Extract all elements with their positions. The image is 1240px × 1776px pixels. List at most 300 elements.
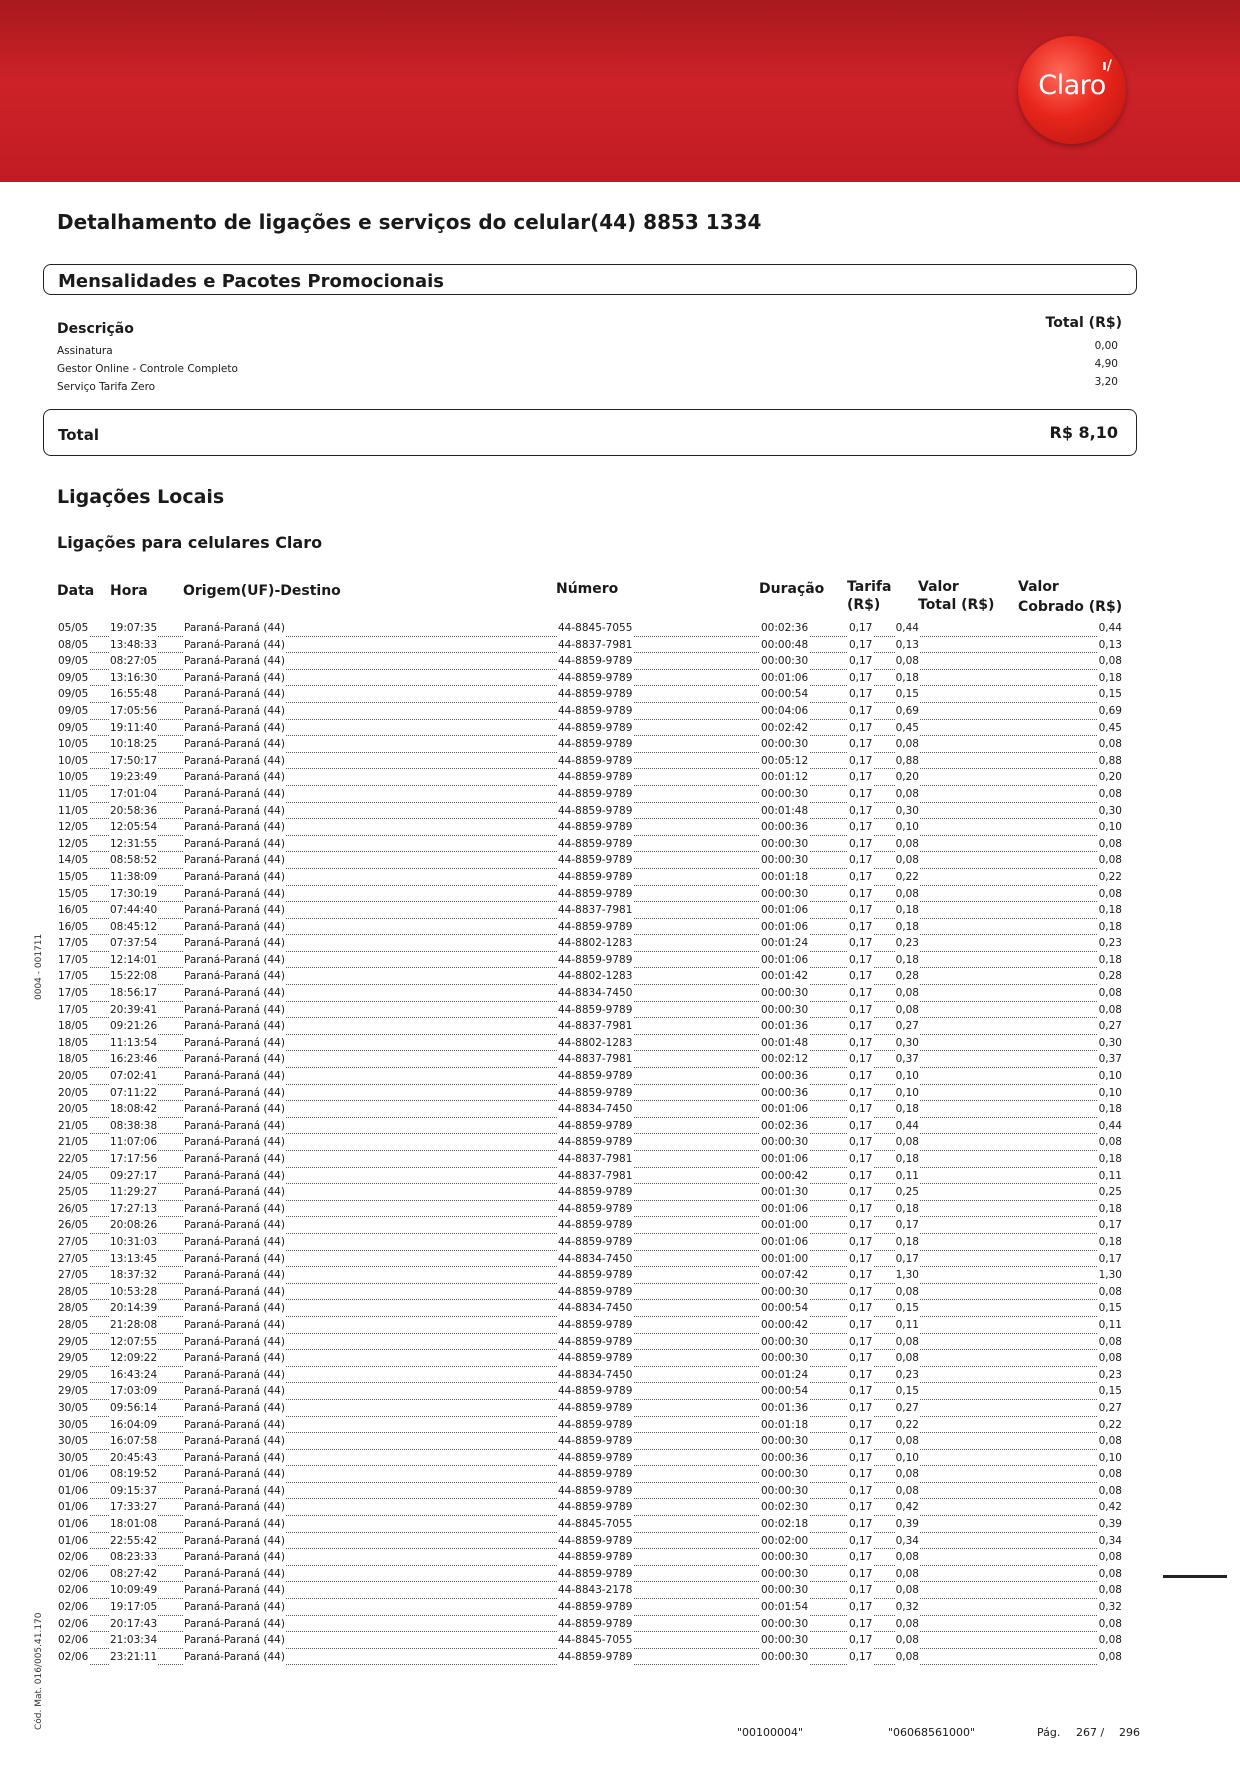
call-date: 28/05 — [57, 1284, 89, 1301]
footer-code-1: "00100004" — [737, 1726, 804, 1739]
mensalidade-item-value: 3,20 — [1094, 376, 1118, 388]
call-date: 02/06 — [57, 1549, 89, 1566]
call-total: 0,45 — [895, 720, 920, 737]
call-duration: 00:00:48 — [760, 637, 809, 654]
call-total: 0,08 — [895, 1616, 920, 1633]
call-origin: Paraná-Paraná (44) — [183, 1649, 286, 1666]
call-number: 44-8859-9789 — [557, 736, 633, 753]
call-total: 0,18 — [895, 952, 920, 969]
call-charged: 0,18 — [1098, 1101, 1123, 1118]
table-row — [57, 1300, 1123, 1317]
call-number: 44-8834-7450 — [557, 1101, 633, 1118]
table-row — [57, 952, 1123, 969]
call-time: 16:07:58 — [109, 1433, 158, 1450]
col-header-duracao: Duração — [759, 581, 825, 597]
call-rate: 0,17 — [848, 1002, 873, 1019]
call-date: 02/06 — [57, 1582, 89, 1599]
call-number: 44-8859-9789 — [557, 886, 633, 903]
call-date: 17/05 — [57, 985, 89, 1002]
call-date: 09/05 — [57, 670, 89, 687]
call-time: 17:17:56 — [109, 1151, 158, 1168]
call-time: 08:45:12 — [109, 919, 158, 936]
call-number: 44-8859-9789 — [557, 703, 633, 720]
table-row — [57, 819, 1123, 836]
call-number: 44-8859-9789 — [557, 819, 633, 836]
call-origin: Paraná-Paraná (44) — [183, 1616, 286, 1633]
call-duration: 00:01:24 — [760, 1367, 809, 1384]
call-rate: 0,17 — [848, 1134, 873, 1151]
call-number: 44-8859-9789 — [557, 1317, 633, 1334]
table-row — [57, 1466, 1123, 1483]
mensalidades-heading: Mensalidades e Pacotes Promocionais — [58, 271, 445, 292]
call-origin: Paraná-Paraná (44) — [183, 852, 286, 869]
call-date: 29/05 — [57, 1350, 89, 1367]
call-origin: Paraná-Paraná (44) — [183, 902, 286, 919]
call-number: 44-8859-9789 — [557, 1201, 633, 1218]
call-number: 44-8834-7450 — [557, 1251, 633, 1268]
call-total: 0,25 — [895, 1184, 920, 1201]
call-date: 12/05 — [57, 819, 89, 836]
table-row — [57, 1118, 1123, 1135]
call-date: 18/05 — [57, 1035, 89, 1052]
call-charged: 0,30 — [1098, 1035, 1123, 1052]
call-date: 01/06 — [57, 1516, 89, 1533]
call-date: 17/05 — [57, 968, 89, 985]
call-rate: 0,17 — [848, 1599, 873, 1616]
call-time: 23:21:11 — [109, 1649, 158, 1666]
call-time: 09:56:14 — [109, 1400, 158, 1417]
call-number: 44-8859-9789 — [557, 1284, 633, 1301]
call-time: 17:33:27 — [109, 1499, 158, 1516]
col-header-tarifa-unit: (R$) — [847, 597, 881, 613]
call-charged: 0,10 — [1098, 1085, 1123, 1102]
table-row — [57, 1101, 1123, 1118]
table-row — [57, 1417, 1123, 1434]
call-time: 20:14:39 — [109, 1300, 158, 1317]
mensalidade-item-value: 0,00 — [1094, 340, 1118, 352]
call-time: 20:45:43 — [109, 1450, 158, 1467]
call-rate: 0,17 — [848, 1068, 873, 1085]
call-origin: Paraná-Paraná (44) — [183, 753, 286, 770]
call-duration: 00:01:06 — [760, 952, 809, 969]
call-total: 0,08 — [895, 736, 920, 753]
table-row — [57, 1201, 1123, 1218]
call-charged: 0,08 — [1098, 1483, 1123, 1500]
table-row — [57, 1582, 1123, 1599]
table-row — [57, 1134, 1123, 1151]
call-number: 44-8859-9789 — [557, 869, 633, 886]
call-charged: 0,15 — [1098, 1383, 1123, 1400]
call-number: 44-8802-1283 — [557, 968, 633, 985]
side-code: 0004 - 001711 — [34, 933, 44, 1000]
call-total: 0,18 — [895, 1234, 920, 1251]
call-origin: Paraná-Paraná (44) — [183, 1367, 286, 1384]
call-duration: 00:02:00 — [760, 1533, 809, 1550]
table-row — [57, 1483, 1123, 1500]
call-date: 10/05 — [57, 736, 89, 753]
call-rate: 0,17 — [848, 1334, 873, 1351]
call-charged: 0,08 — [1098, 1334, 1123, 1351]
call-total: 0,10 — [895, 819, 920, 836]
call-duration: 00:01:06 — [760, 1201, 809, 1218]
call-time: 07:11:22 — [109, 1085, 158, 1102]
call-date: 20/05 — [57, 1068, 89, 1085]
call-number: 44-8859-9789 — [557, 852, 633, 869]
call-time: 13:16:30 — [109, 670, 158, 687]
call-date: 08/05 — [57, 637, 89, 654]
call-charged: 0,88 — [1098, 753, 1123, 770]
table-row — [57, 1334, 1123, 1351]
call-date: 16/05 — [57, 919, 89, 936]
call-charged: 0,15 — [1098, 1300, 1123, 1317]
call-date: 30/05 — [57, 1417, 89, 1434]
call-total: 0,69 — [895, 703, 920, 720]
call-origin: Paraná-Paraná (44) — [183, 1118, 286, 1135]
call-duration: 00:00:30 — [760, 786, 809, 803]
call-time: 17:27:13 — [109, 1201, 158, 1218]
call-time: 21:28:08 — [109, 1317, 158, 1334]
call-date: 09/05 — [57, 653, 89, 670]
call-rate: 0,17 — [848, 1499, 873, 1516]
call-origin: Paraná-Paraná (44) — [183, 1450, 286, 1467]
call-time: 19:23:49 — [109, 769, 158, 786]
total-value: R$ 8,10 — [1049, 423, 1118, 442]
call-duration: 00:00:30 — [760, 1334, 809, 1351]
call-number: 44-8859-9789 — [557, 1400, 633, 1417]
call-origin: Paraná-Paraná (44) — [183, 653, 286, 670]
call-charged: 0,27 — [1098, 1400, 1123, 1417]
call-total: 0,08 — [895, 1632, 920, 1649]
call-duration: 00:01:06 — [760, 1151, 809, 1168]
call-charged: 0,28 — [1098, 968, 1123, 985]
call-charged: 0,08 — [1098, 1466, 1123, 1483]
call-duration: 00:00:30 — [760, 1466, 809, 1483]
call-origin: Paraná-Paraná (44) — [183, 919, 286, 936]
call-origin: Paraná-Paraná (44) — [183, 935, 286, 952]
call-total: 1,30 — [895, 1267, 920, 1284]
call-origin: Paraná-Paraná (44) — [183, 1566, 286, 1583]
call-number: 44-8859-9789 — [557, 686, 633, 703]
page-total: 296 — [1119, 1726, 1140, 1739]
call-total: 0,15 — [895, 1383, 920, 1400]
call-total: 0,37 — [895, 1051, 920, 1068]
call-duration: 00:00:30 — [760, 1134, 809, 1151]
table-row — [57, 1251, 1123, 1268]
call-total: 0,08 — [895, 1284, 920, 1301]
call-duration: 00:01:36 — [760, 1018, 809, 1035]
call-duration: 00:02:12 — [760, 1051, 809, 1068]
call-rate: 0,17 — [848, 686, 873, 703]
call-duration: 00:02:42 — [760, 720, 809, 737]
call-number: 44-8859-9789 — [557, 1483, 633, 1500]
call-duration: 00:00:42 — [760, 1317, 809, 1334]
table-row — [57, 637, 1123, 654]
call-total: 0,18 — [895, 1201, 920, 1218]
call-number: 44-8859-9789 — [557, 670, 633, 687]
table-row — [57, 1068, 1123, 1085]
call-duration: 00:00:30 — [760, 1483, 809, 1500]
call-charged: 0,30 — [1098, 803, 1123, 820]
call-rate: 0,17 — [848, 670, 873, 687]
call-number: 44-8834-7450 — [557, 1300, 633, 1317]
call-date: 18/05 — [57, 1051, 89, 1068]
call-number: 44-8859-9789 — [557, 1002, 633, 1019]
call-charged: 0,23 — [1098, 935, 1123, 952]
table-row — [57, 919, 1123, 936]
call-rate: 0,17 — [848, 1168, 873, 1185]
call-number: 44-8859-9789 — [557, 1499, 633, 1516]
call-charged: 0,08 — [1098, 1616, 1123, 1633]
call-charged: 0,08 — [1098, 1549, 1123, 1566]
call-origin: Paraná-Paraná (44) — [183, 1632, 286, 1649]
mensalidade-item-desc: Gestor Online - Controle Completo — [57, 363, 238, 375]
call-charged: 0,08 — [1098, 1002, 1123, 1019]
call-date: 09/05 — [57, 720, 89, 737]
call-origin: Paraná-Paraná (44) — [183, 1101, 286, 1118]
call-total: 0,10 — [895, 1450, 920, 1467]
call-origin: Paraná-Paraná (44) — [183, 1599, 286, 1616]
call-rate: 0,17 — [848, 1367, 873, 1384]
call-duration: 00:00:30 — [760, 1002, 809, 1019]
call-total: 0,18 — [895, 1151, 920, 1168]
table-row — [57, 736, 1123, 753]
call-rate: 0,17 — [848, 1350, 873, 1367]
table-row — [57, 703, 1123, 720]
total-header: Total (R$) — [1045, 315, 1122, 331]
call-charged: 0,13 — [1098, 637, 1123, 654]
call-date: 30/05 — [57, 1450, 89, 1467]
call-total: 0,15 — [895, 686, 920, 703]
call-time: 20:17:43 — [109, 1616, 158, 1633]
table-row — [57, 1002, 1123, 1019]
call-duration: 00:00:36 — [760, 1068, 809, 1085]
call-number: 44-8837-7981 — [557, 1168, 633, 1185]
footer-code-2: "06068561000" — [888, 1726, 976, 1739]
call-rate: 0,17 — [848, 1085, 873, 1102]
call-rate: 0,17 — [848, 1566, 873, 1583]
call-rate: 0,17 — [848, 1483, 873, 1500]
call-rate: 0,17 — [848, 1051, 873, 1068]
call-date: 02/06 — [57, 1649, 89, 1666]
call-rate: 0,17 — [848, 1151, 873, 1168]
table-row — [57, 670, 1123, 687]
call-number: 44-8834-7450 — [557, 985, 633, 1002]
table-row — [57, 1616, 1123, 1633]
call-charged: 0,08 — [1098, 886, 1123, 903]
call-rate: 0,17 — [848, 869, 873, 886]
call-charged: 0,08 — [1098, 1582, 1123, 1599]
call-rate: 0,17 — [848, 703, 873, 720]
call-time: 17:03:09 — [109, 1383, 158, 1400]
call-total: 0,08 — [895, 1582, 920, 1599]
table-row — [57, 1533, 1123, 1550]
table-row — [57, 1035, 1123, 1052]
call-date: 29/05 — [57, 1334, 89, 1351]
table-row — [57, 869, 1123, 886]
call-duration: 00:01:48 — [760, 1035, 809, 1052]
call-date: 29/05 — [57, 1383, 89, 1400]
mensalidades-header-box — [43, 264, 1137, 295]
call-charged: 0,22 — [1098, 869, 1123, 886]
call-duration: 00:01:18 — [760, 1417, 809, 1434]
call-number: 44-8859-9789 — [557, 919, 633, 936]
call-total: 0,08 — [895, 786, 920, 803]
call-time: 08:23:33 — [109, 1549, 158, 1566]
call-time: 08:38:38 — [109, 1118, 158, 1135]
call-total: 0,08 — [895, 1433, 920, 1450]
descricao-header: Descrição — [57, 321, 134, 337]
call-duration: 00:01:00 — [760, 1251, 809, 1268]
call-time: 17:05:56 — [109, 703, 158, 720]
call-date: 09/05 — [57, 703, 89, 720]
section-title: Ligações Locais — [57, 486, 225, 508]
call-origin: Paraná-Paraná (44) — [183, 670, 286, 687]
call-duration: 00:00:30 — [760, 1616, 809, 1633]
call-time: 17:30:19 — [109, 886, 158, 903]
call-total: 0,08 — [895, 1649, 920, 1666]
call-origin: Paraná-Paraná (44) — [183, 1035, 286, 1052]
page-label: Pág. — [1037, 1726, 1061, 1739]
call-time: 21:03:34 — [109, 1632, 158, 1649]
call-origin: Paraná-Paraná (44) — [183, 1417, 286, 1434]
call-origin: Paraná-Paraná (44) — [183, 1317, 286, 1334]
call-total: 0,34 — [895, 1533, 920, 1550]
table-row — [57, 1400, 1123, 1417]
table-row — [57, 1317, 1123, 1334]
call-rate: 0,17 — [848, 902, 873, 919]
call-origin: Paraná-Paraná (44) — [183, 1168, 286, 1185]
call-time: 22:55:42 — [109, 1533, 158, 1550]
call-time: 08:27:05 — [109, 653, 158, 670]
table-row — [57, 836, 1123, 853]
total-box — [43, 409, 1137, 456]
call-duration: 00:00:30 — [760, 1649, 809, 1666]
call-duration: 00:01:48 — [760, 803, 809, 820]
call-rate: 0,17 — [848, 1201, 873, 1218]
call-charged: 0,45 — [1098, 720, 1123, 737]
call-rate: 0,17 — [848, 952, 873, 969]
call-time: 13:48:33 — [109, 637, 158, 654]
call-charged: 0,08 — [1098, 736, 1123, 753]
call-duration: 00:01:06 — [760, 1101, 809, 1118]
call-charged: 0,18 — [1098, 1234, 1123, 1251]
table-row — [57, 1151, 1123, 1168]
call-total: 0,30 — [895, 1035, 920, 1052]
call-total: 0,08 — [895, 1350, 920, 1367]
call-date: 28/05 — [57, 1317, 89, 1334]
call-rate: 0,17 — [848, 886, 873, 903]
call-duration: 00:01:24 — [760, 935, 809, 952]
call-rate: 0,17 — [848, 803, 873, 820]
call-date: 30/05 — [57, 1433, 89, 1450]
table-row — [57, 886, 1123, 903]
call-date: 30/05 — [57, 1400, 89, 1417]
call-charged: 0,10 — [1098, 1068, 1123, 1085]
call-origin: Paraná-Paraná (44) — [183, 769, 286, 786]
table-row — [57, 1499, 1123, 1516]
call-number: 44-8859-9789 — [557, 836, 633, 853]
call-rate: 0,17 — [848, 1251, 873, 1268]
call-number: 44-8859-9789 — [557, 1118, 633, 1135]
call-duration: 00:01:00 — [760, 1217, 809, 1234]
table-row — [57, 686, 1123, 703]
call-number: 44-8859-9789 — [557, 769, 633, 786]
call-rate: 0,17 — [848, 1450, 873, 1467]
call-time: 17:01:04 — [109, 786, 158, 803]
logo-spark-icon: ı/ — [1102, 58, 1112, 74]
call-number: 44-8845-7055 — [557, 1516, 633, 1533]
call-rate: 0,17 — [848, 1632, 873, 1649]
call-date: 11/05 — [57, 786, 89, 803]
call-duration: 00:00:54 — [760, 1300, 809, 1317]
call-duration: 00:01:06 — [760, 670, 809, 687]
call-duration: 00:05:12 — [760, 753, 809, 770]
call-duration: 00:00:30 — [760, 1632, 809, 1649]
call-rate: 0,17 — [848, 1267, 873, 1284]
call-charged: 0,20 — [1098, 769, 1123, 786]
call-number: 44-8859-9789 — [557, 1383, 633, 1400]
call-charged: 0,44 — [1098, 620, 1123, 637]
call-date: 17/05 — [57, 952, 89, 969]
call-time: 16:23:46 — [109, 1051, 158, 1068]
call-rate: 0,17 — [848, 1234, 873, 1251]
call-number: 44-8859-9789 — [557, 1085, 633, 1102]
call-charged: 0,08 — [1098, 852, 1123, 869]
table-row — [57, 1350, 1123, 1367]
call-rate: 0,17 — [848, 753, 873, 770]
call-charged: 0,18 — [1098, 952, 1123, 969]
call-rate: 0,17 — [848, 919, 873, 936]
col-header-numero: Número — [556, 581, 619, 597]
call-charged: 0,42 — [1098, 1499, 1123, 1516]
call-duration: 00:02:36 — [760, 1118, 809, 1135]
call-number: 44-8859-9789 — [557, 1217, 633, 1234]
call-time: 20:58:36 — [109, 803, 158, 820]
call-number: 44-8859-9789 — [557, 1417, 633, 1434]
call-total: 0,08 — [895, 886, 920, 903]
call-origin: Paraná-Paraná (44) — [183, 1085, 286, 1102]
call-date: 10/05 — [57, 769, 89, 786]
call-time: 12:07:55 — [109, 1334, 158, 1351]
table-row — [57, 1649, 1123, 1666]
call-duration: 00:00:42 — [760, 1168, 809, 1185]
call-duration: 00:00:30 — [760, 1549, 809, 1566]
call-number: 44-8859-9789 — [557, 1450, 633, 1467]
call-number: 44-8859-9789 — [557, 1566, 633, 1583]
call-origin: Paraná-Paraná (44) — [183, 1201, 286, 1218]
table-row — [57, 786, 1123, 803]
call-origin: Paraná-Paraná (44) — [183, 803, 286, 820]
call-duration: 00:01:42 — [760, 968, 809, 985]
calls-table — [57, 620, 1123, 1665]
call-rate: 0,17 — [848, 935, 873, 952]
call-date: 11/05 — [57, 803, 89, 820]
call-total: 0,08 — [895, 852, 920, 869]
call-origin: Paraná-Paraná (44) — [183, 1516, 286, 1533]
call-date: 01/06 — [57, 1499, 89, 1516]
call-charged: 0,39 — [1098, 1516, 1123, 1533]
call-origin: Paraná-Paraná (44) — [183, 1499, 286, 1516]
call-time: 19:17:05 — [109, 1599, 158, 1616]
call-rate: 0,17 — [848, 637, 873, 654]
call-origin: Paraná-Paraná (44) — [183, 620, 286, 637]
call-number: 44-8802-1283 — [557, 935, 633, 952]
call-charged: 0,08 — [1098, 985, 1123, 1002]
call-total: 0,32 — [895, 1599, 920, 1616]
call-date: 22/05 — [57, 1151, 89, 1168]
call-date: 24/05 — [57, 1168, 89, 1185]
call-number: 44-8837-7981 — [557, 1051, 633, 1068]
